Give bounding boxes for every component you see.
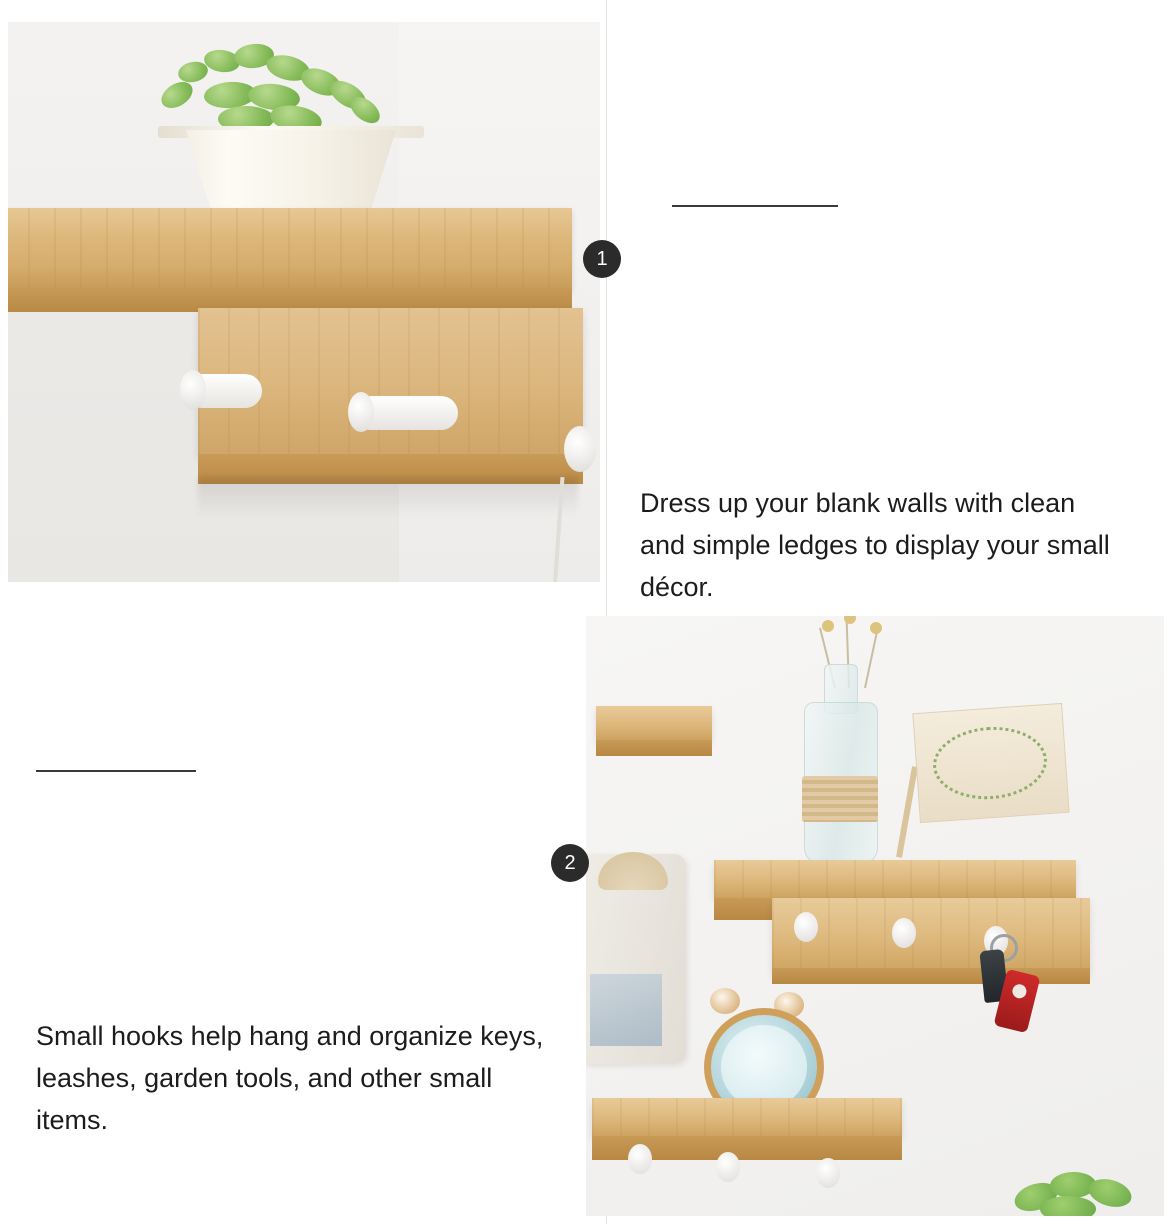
upper-hook-rail-edge [772,968,1090,984]
feature-photo-2 [586,616,1164,1216]
wood-grain [714,860,1076,898]
shelf-shadow [198,477,578,517]
decorative-rule-bottom [36,770,196,772]
feature-badge-2: 2 [551,844,589,882]
feature-caption-1: Dress up your blank walls with clean and simple ledges to display your small décor. [640,488,1110,602]
lower-ledge-board [592,1098,902,1136]
wall-hook-cap [816,1158,840,1188]
feature-badge-1: 1 [583,240,621,278]
succulent-leaf [1040,1196,1096,1216]
wall-hook-cap [892,918,916,948]
clock-face [721,1025,807,1109]
vase-twine-wrap [802,776,878,822]
dried-bud [822,620,834,632]
succulent-plant [1004,1164,1154,1216]
feature-photo-1 [8,22,600,582]
botanical-card [912,703,1069,823]
upper-ledge-board [714,860,1076,898]
wall-hook-cap [564,426,596,472]
decorative-rule-top [672,205,838,207]
wood-grain [8,208,572,290]
wall-hook-cap [716,1152,740,1182]
wreath-illustration [931,723,1050,803]
wood-grain [772,898,1090,974]
wall-hook-cap [628,1144,652,1174]
upper-hook-rail [772,898,1090,974]
wall-hook-cap [348,392,374,432]
wall-hook-cap [180,370,206,410]
wall-hook-cap [794,912,818,942]
book-cover-photo [590,974,662,1046]
wood-grain [592,1098,902,1136]
feature-caption-2: Small hooks help hang and organize keys, leashes, garden tools, and other small items. [36,1021,544,1135]
background-ledge-board [596,706,712,740]
ledge-shelf-board [8,208,572,290]
background-ledge-edge [596,740,712,756]
clock-bell [710,988,740,1014]
dried-bud [870,622,882,634]
